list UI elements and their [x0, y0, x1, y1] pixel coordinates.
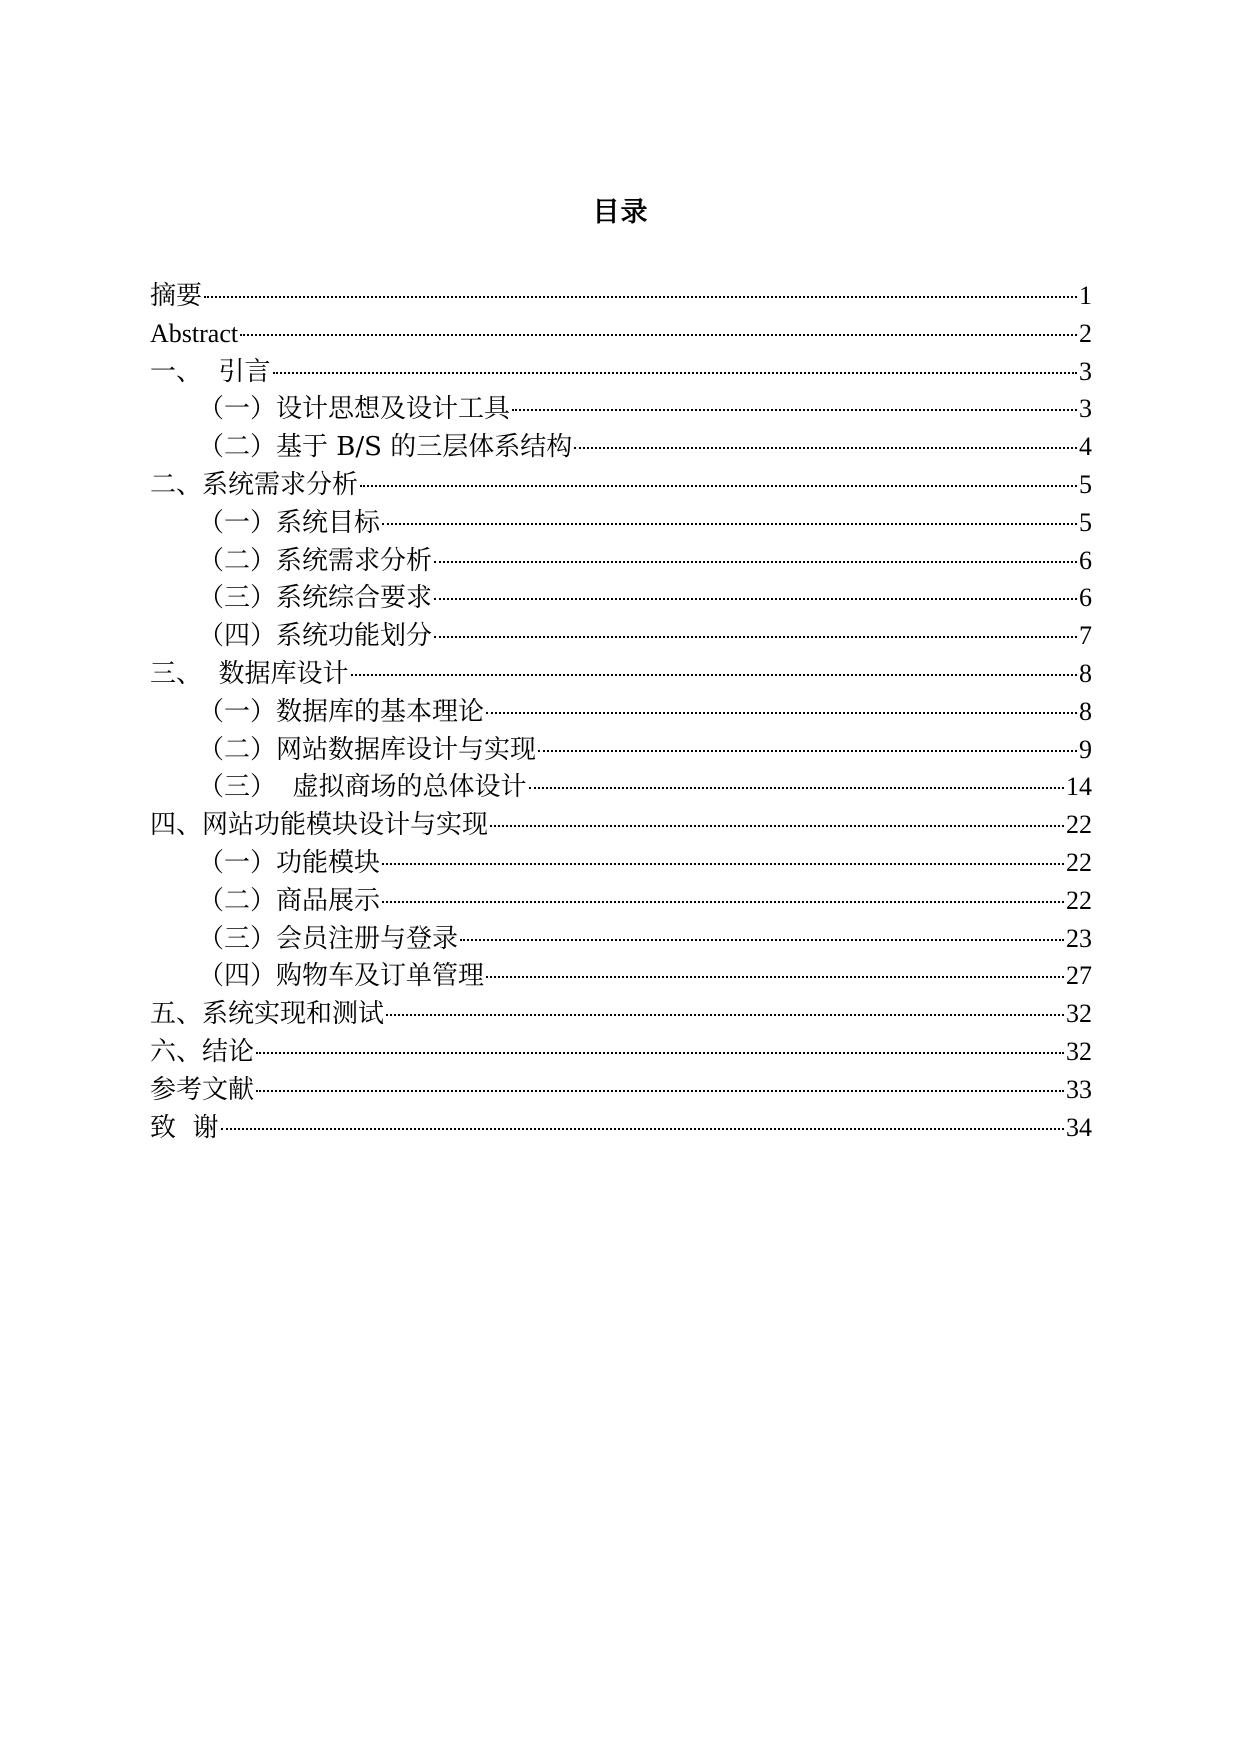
toc-entry-page: 4	[1079, 432, 1092, 462]
toc-entry[interactable]	[150, 1033, 1092, 1071]
toc-entry-title: （二）商品展示	[198, 885, 381, 916]
dot-leader	[460, 939, 1064, 941]
dot-leader	[574, 447, 1077, 449]
toc-entry[interactable]	[150, 806, 1092, 844]
dot-leader	[486, 976, 1064, 978]
toc-entry-page: 6	[1079, 545, 1092, 575]
toc-entry-title: 一、 引言	[150, 356, 271, 387]
dot-leader	[256, 1090, 1064, 1092]
toc-entry[interactable]	[150, 844, 1092, 882]
toc-entry-page: 22	[1066, 810, 1092, 840]
dot-leader	[273, 372, 1077, 374]
toc-entry-page: 3	[1079, 394, 1092, 424]
toc-entry[interactable]	[150, 579, 1092, 617]
toc-entry-title: （二）网站数据库设计与实现	[198, 734, 537, 765]
toc-entry[interactable]	[150, 353, 1092, 391]
toc-entry-page: 2	[1079, 318, 1092, 348]
toc-entry-title: （一）系统目标	[198, 507, 381, 538]
dot-leader	[256, 1052, 1064, 1054]
toc-entry-page: 9	[1079, 734, 1092, 764]
dot-leader	[382, 523, 1077, 525]
toc-entry-title: 四、网站功能模块设计与实现	[150, 810, 489, 841]
dot-leader	[360, 485, 1077, 487]
toc-entry[interactable]	[150, 390, 1092, 428]
toc-entry-title: Abstract	[150, 318, 239, 348]
toc-entry-page: 5	[1079, 469, 1092, 499]
toc-entry-title: 摘要	[150, 281, 203, 311]
dot-leader	[529, 787, 1064, 789]
toc-entry[interactable]	[150, 693, 1092, 731]
toc-entry[interactable]	[150, 428, 1092, 466]
dot-leader	[382, 863, 1064, 865]
dot-leader	[382, 901, 1064, 903]
toc-entry[interactable]	[150, 957, 1092, 995]
toc-entry-title: 五、系统实现和测试	[150, 999, 385, 1030]
toc-entry-title: （三）系统综合要求	[198, 583, 433, 614]
toc-entry-title: （一）数据库的基本理论	[198, 696, 485, 727]
toc-entry-page: 23	[1066, 923, 1092, 953]
toc-entry-page: 22	[1066, 885, 1092, 915]
toc-entry-title: 参考文献	[150, 1074, 255, 1105]
toc-entry[interactable]	[150, 277, 1092, 315]
toc-entry[interactable]	[150, 768, 1092, 806]
toc-entry-title: （四）系统功能划分	[198, 621, 433, 652]
toc-entry-page: 22	[1066, 847, 1092, 877]
toc-entry-title: （四）购物车及订单管理	[198, 961, 485, 992]
toc-entry-page: 34	[1066, 1112, 1092, 1142]
toc-entry[interactable]	[150, 315, 1092, 353]
dot-leader	[386, 1014, 1064, 1016]
toc-entry-page: 6	[1079, 583, 1092, 613]
toc-entry-page: 7	[1079, 621, 1092, 651]
toc-entry-title: 二、系统需求分析	[150, 469, 359, 500]
toc-entry-title: （一）功能模块	[198, 847, 381, 878]
dot-leader	[512, 409, 1077, 411]
toc-entry-page: 5	[1079, 507, 1092, 537]
toc-entry-page: 32	[1066, 1036, 1092, 1066]
toc-entry-title: 致 谢	[150, 1112, 219, 1143]
dot-leader	[434, 598, 1077, 600]
toc-entry[interactable]	[150, 1071, 1092, 1109]
toc-entry[interactable]	[150, 466, 1092, 504]
toc-entry[interactable]	[150, 542, 1092, 580]
dot-leader	[434, 561, 1077, 563]
toc-entry-title: （二）基于 B/S 的三层体系结构	[198, 432, 573, 463]
page-title: 目录	[592, 197, 649, 228]
toc-entry[interactable]	[150, 995, 1092, 1033]
toc-entry-page: 14	[1066, 772, 1092, 802]
toc-entry[interactable]	[150, 1109, 1092, 1147]
toc-entry[interactable]	[150, 617, 1092, 655]
dot-leader	[486, 712, 1077, 714]
toc-entry-page: 32	[1066, 999, 1092, 1029]
dot-leader	[538, 750, 1077, 752]
toc-entry[interactable]	[150, 655, 1092, 693]
toc-entry-title: （三）会员注册与登录	[198, 923, 459, 954]
dot-leader	[204, 296, 1077, 298]
toc-entry-page: 3	[1079, 356, 1092, 386]
dot-leader	[351, 674, 1077, 676]
dot-leader	[490, 825, 1064, 827]
dot-leader	[221, 1128, 1064, 1130]
toc-entry-title: 三、 数据库设计	[150, 658, 349, 689]
dot-leader	[434, 636, 1077, 638]
toc-entry[interactable]	[150, 731, 1092, 769]
toc-entry-title: 六、结论	[150, 1036, 255, 1067]
toc-entry-page: 1	[1079, 281, 1092, 310]
toc-entry[interactable]	[150, 920, 1092, 958]
dot-leader	[240, 334, 1077, 336]
toc-entry-page: 8	[1079, 696, 1092, 726]
toc-entry-page: 27	[1066, 961, 1092, 991]
table-of-contents	[150, 277, 1092, 1146]
toc-entry-title: （一）设计思想及设计工具	[198, 394, 511, 425]
toc-entry-page: 33	[1066, 1074, 1092, 1104]
toc-entry-title: （三） 虚拟商场的总体设计	[198, 772, 527, 803]
toc-entry[interactable]	[150, 882, 1092, 920]
toc-entry-page: 8	[1079, 658, 1092, 688]
toc-entry-title: （二）系统需求分析	[198, 545, 433, 576]
toc-entry[interactable]	[150, 504, 1092, 542]
